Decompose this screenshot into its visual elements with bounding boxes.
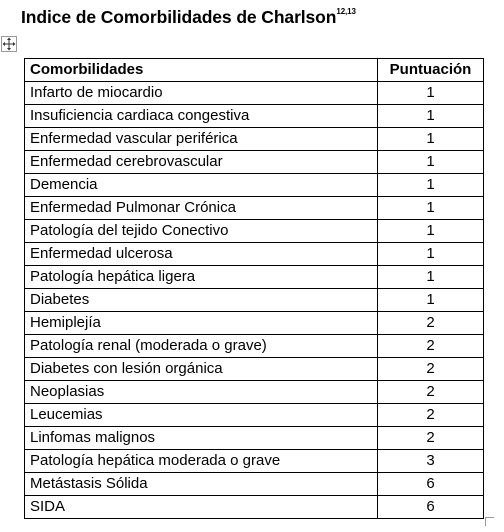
comorbidity-cell: Patología hepática moderada o grave [25,450,378,473]
score-cell: 2 [378,335,484,358]
score-cell: 6 [378,496,484,519]
score-cell: 1 [378,105,484,128]
comorbidity-cell: Hemiplejía [25,312,378,335]
table-row [25,105,484,128]
table-row [25,427,484,450]
table-row [25,358,484,381]
score-cell: 6 [378,473,484,496]
comorbidity-cell: Patología renal (moderada o grave) [25,335,378,358]
score-cell: 2 [378,404,484,427]
comorbidity-cell: SIDA [25,496,378,519]
score-cell: 1 [378,220,484,243]
score-cell: 2 [378,381,484,404]
table-row [25,335,484,358]
table-header-row [25,59,484,82]
table-row [25,151,484,174]
comorbidity-cell: Infarto de miocardio [25,82,378,105]
header-score: Puntuación [378,59,484,82]
score-cell: 2 [378,427,484,450]
score-cell: 1 [378,243,484,266]
page-title [21,7,356,28]
table-row [25,82,484,105]
table-row [25,174,484,197]
score-cell: 2 [378,312,484,335]
title-text: Indice de Comorbilidades de Charlson [21,7,337,27]
table-row [25,220,484,243]
score-cell: 1 [378,151,484,174]
comorbidity-cell: Enfermedad ulcerosa [25,243,378,266]
comorbidity-cell: Neoplasias [25,381,378,404]
table-row [25,381,484,404]
header-comorbidities: Comorbilidades [25,59,378,82]
comorbidity-cell: Metástasis Sólida [25,473,378,496]
comorbidity-cell: Enfermedad cerebrovascular [25,151,378,174]
move-arrows-icon[interactable] [1,36,17,52]
table-row [25,128,484,151]
table-row [25,496,484,519]
score-cell: 1 [378,289,484,312]
table-row [25,404,484,427]
comorbidity-cell: Linfomas malignos [25,427,378,450]
table-body [25,82,484,519]
comorbidity-cell: Patología hepática ligera [25,266,378,289]
resize-corner-icon[interactable] [485,517,494,526]
table-row [25,450,484,473]
comorbidity-cell: Diabetes [25,289,378,312]
table-row [25,266,484,289]
score-cell: 2 [378,358,484,381]
score-cell: 1 [378,128,484,151]
comorbidity-cell: Insuficiencia cardiaca congestiva [25,105,378,128]
score-cell: 1 [378,266,484,289]
comorbidity-cell: Enfermedad vascular periférica [25,128,378,151]
score-cell: 1 [378,197,484,220]
title-citation: 12,13 [336,7,356,17]
comorbidity-cell: Leucemias [25,404,378,427]
table-row [25,473,484,496]
score-cell: 3 [378,450,484,473]
table-row [25,197,484,220]
comorbidity-cell: Demencia [25,174,378,197]
table-row [25,289,484,312]
charlson-table [24,58,484,519]
table-row [25,243,484,266]
comorbidity-cell: Enfermedad Pulmonar Crónica [25,197,378,220]
score-cell: 1 [378,174,484,197]
score-cell: 1 [378,82,484,105]
comorbidity-cell: Patología del tejido Conectivo [25,220,378,243]
table-row [25,312,484,335]
comorbidity-cell: Diabetes con lesión orgánica [25,358,378,381]
